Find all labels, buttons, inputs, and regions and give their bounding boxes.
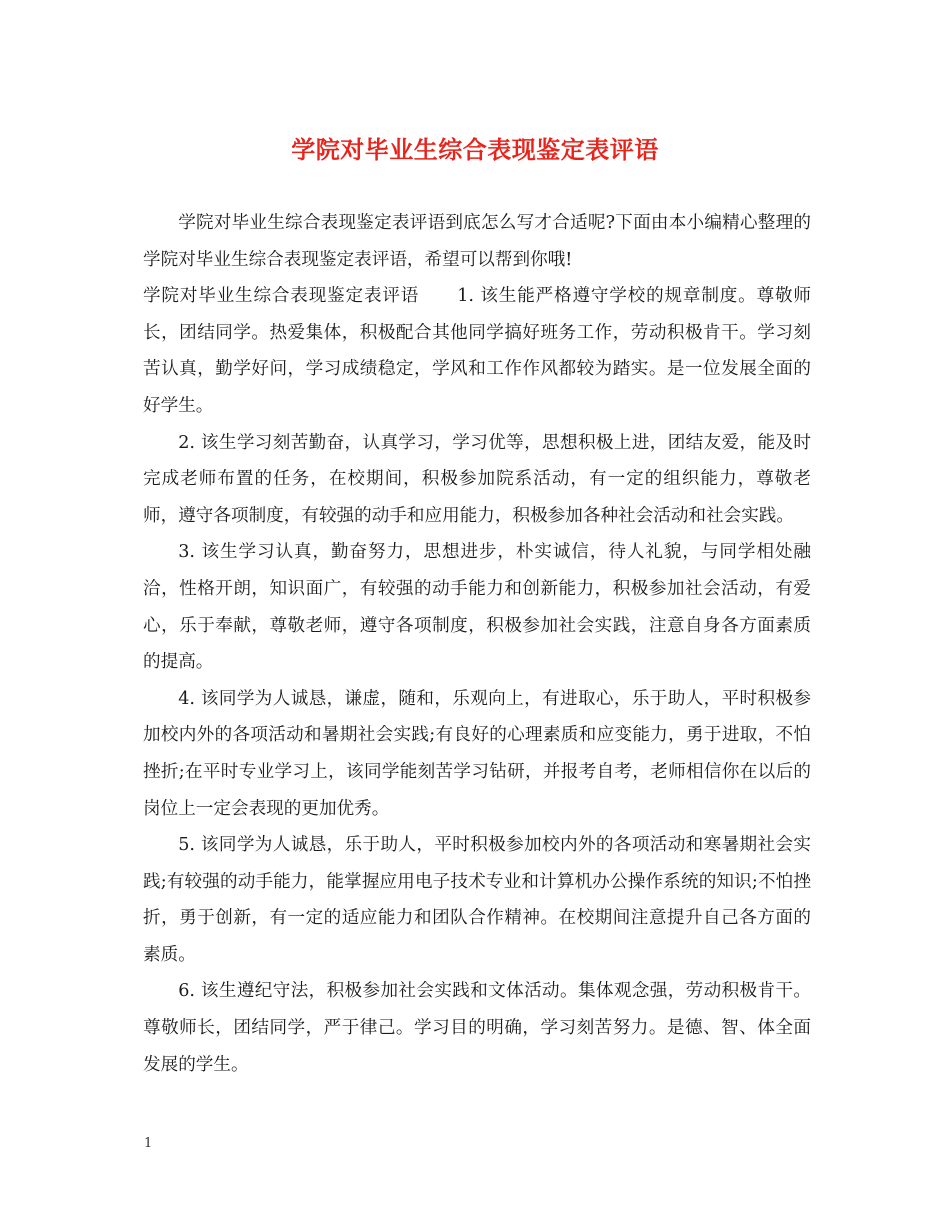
item-text: 1. 该生能严格遵守学校的规章制度。尊敬师长，团结同学。热爱集体，积极配合其他同学搞好班务工作，劳动积极肯干。学习刻苦认真，勤学好问，学习成绩稳定，学风和工作作风都较为踏实。是一位发展全面的好学生。 (143, 286, 811, 416)
item-paragraph: 3. 该生学习认真，勤奋努力，思想进步，朴实诚信，待人礼貌，与同学相处融洽，性格开朗，知识面广，有较强的动手能力和创新能力，积极参加社会活动，有爱心，乐于奉献，尊敬老师，遵守各项制度，积极参加社会实践，注意自身各方面素质的提高。 (143, 542, 811, 673)
page-number: 1 (144, 1136, 153, 1151)
item-paragraph: 6. 该生遵纪守法，积极参加社会实践和文体活动。集体观念强，劳动积极肯干。尊敬师长，团结同学，严于律己。学习目的明确，学习刻苦努力。是德、智、体全面发展的学生。 (143, 981, 811, 1075)
item-paragraph: 5. 该同学为人诚恳，乐于助人，平时积极参加校内外的各项活动和寒暑期社会实践;有较强的动手能力，能掌握应用电子技术专业和计算机办公操作系统的知识;不怕挫折，勇于创新，有一定的适应能力和团队合作精神。在校期间注意提升自己各方面的素质。 (143, 835, 811, 965)
item-paragraph: 4. 该同学为人诚恳，谦虚，随和，乐观向上，有进取心，乐于助人，平时积极参加校内外的各项活动和暑期社会实践;有良好的心理素质和应变能力，勇于进取，不怕挫折;在平时专业学习上，该同学能刻苦学习钻研，并报考自考，老师相信你在以后的岗位上一定会表现的更加优秀。 (143, 688, 811, 819)
intro-paragraph: 学院对毕业生综合表现鉴定表评语到底怎么写才合适呢?下面由本小编精心整理的学院对毕业生综合表现鉴定表评语，希望可以帮到你哦! (143, 213, 811, 270)
section-heading: 学院对毕业生综合表现鉴定表评语 (143, 286, 420, 307)
first-item-paragraph (143, 278, 811, 424)
page-title: 学院对毕业生综合表现鉴定表评语 (291, 135, 659, 164)
item-paragraph: 2. 该生学习刻苦勤奋，认真学习，学习优等，思想积极上进，团结友爱，能及时完成老师布置的任务，在校期间，积极参加院系活动，有一定的组织能力，尊敬老师，遵守各项制度，有较强的动手和应用能力，积极参加各种社会活动和社会实践。 (143, 432, 811, 526)
document-body (143, 205, 811, 1083)
